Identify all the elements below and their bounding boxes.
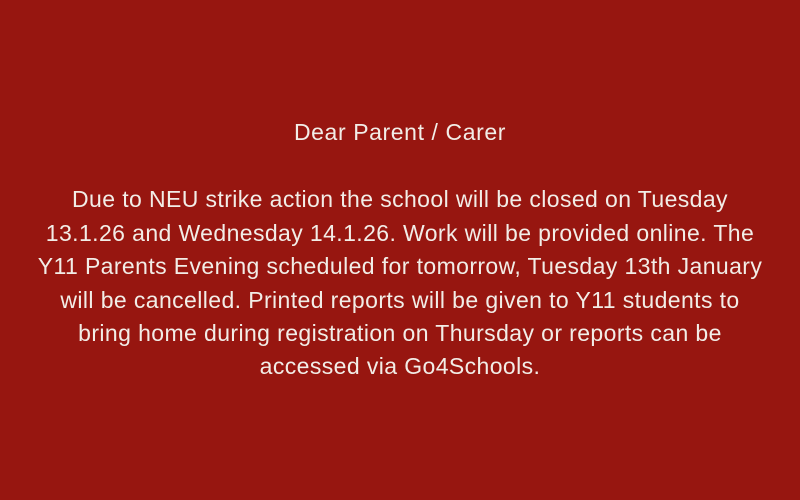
notice-body: [38, 183, 763, 383]
body-line: will be cancelled. Printed reports will be given to Y11 students to: [60, 286, 740, 313]
body-line: bring home during registration on Thursday or reports can be: [78, 319, 722, 346]
greeting-heading: Dear Parent / Carer: [293, 119, 507, 146]
body-line: accessed via Go4Schools.: [259, 353, 541, 380]
body-line: Y11 Parents Evening scheduled for tomorrow, Tuesday 13th January: [37, 253, 763, 280]
body-line: Due to NEU strike action the school will be closed on Tuesday: [72, 186, 728, 213]
body-line: 13.1.26 and Wednesday 14.1.26. Work will be provided online. The: [45, 219, 755, 246]
